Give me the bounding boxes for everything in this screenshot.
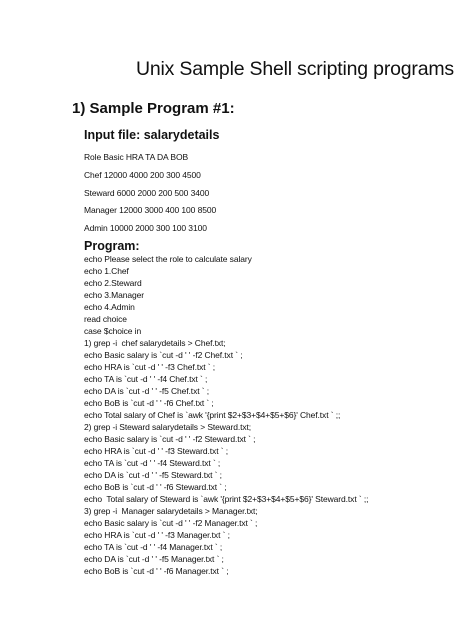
code-line: echo Total salary of Chef is `awk '{print $2+$3+$4+$5+$6}' Chef.txt ` ;; bbox=[84, 410, 341, 420]
code-line: echo TA is `cut -d ' ' -f4 Manager.txt ` ; bbox=[84, 542, 223, 552]
input-file-line: Role Basic HRA TA DA BOB bbox=[84, 152, 189, 162]
code-line: case $choice in bbox=[84, 326, 142, 336]
code-line: echo TA is `cut -d ' ' -f4 Chef.txt ` ; bbox=[84, 374, 208, 384]
input-file-heading: Input file: salarydetails bbox=[84, 128, 220, 142]
program-code bbox=[84, 253, 368, 577]
code-line: echo BoB is `cut -d ' ' -f6 Chef.txt ` ; bbox=[84, 398, 214, 408]
section-heading: 1) Sample Program #1: bbox=[72, 100, 235, 117]
code-line: 2) grep -i Steward salarydetails > Steward.txt; bbox=[84, 422, 252, 432]
input-file-line: Admin 10000 2000 300 100 3100 bbox=[84, 223, 207, 233]
input-file-line: Manager 12000 3000 400 100 8500 bbox=[84, 205, 217, 215]
code-line: echo HRA is `cut -d ' ' -f3 Steward.txt ` ; bbox=[84, 446, 228, 456]
code-line: echo 2.Steward bbox=[84, 278, 142, 288]
code-line: echo DA is `cut -d ' ' -f5 Manager.txt ` ; bbox=[84, 554, 224, 564]
code-line: echo BoB is `cut -d ' ' -f6 Manager.txt ` ; bbox=[84, 566, 229, 576]
code-line: echo Basic salary is `cut -d ' ' -f2 Manager.txt ` ; bbox=[84, 518, 258, 528]
document-title: Unix Sample Shell scripting programs bbox=[136, 58, 454, 80]
code-line: echo Please select the role to calculate salary bbox=[84, 254, 252, 264]
code-line: echo 4.Admin bbox=[84, 302, 135, 312]
code-line: 3) grep -i Manager salarydetails > Manager.txt; bbox=[84, 506, 258, 516]
code-line: echo DA is `cut -d ' ' -f5 Chef.txt ` ; bbox=[84, 386, 209, 396]
input-file-line: Steward 6000 2000 200 500 3400 bbox=[84, 188, 210, 198]
code-line: echo Total salary of Steward is `awk '{print $2+$3+$4+$5+$6}' Steward.txt ` ;; bbox=[84, 494, 369, 504]
code-line: echo HRA is `cut -d ' ' -f3 Manager.txt ` ; bbox=[84, 530, 230, 540]
code-line: echo 1.Chef bbox=[84, 266, 129, 276]
code-line: echo Basic salary is `cut -d ' ' -f2 Chef.txt ` ; bbox=[84, 350, 243, 360]
code-line: echo TA is `cut -d ' ' -f4 Steward.txt ` ; bbox=[84, 458, 221, 468]
code-line: echo BoB is `cut -d ' ' -f6 Steward.txt ` ; bbox=[84, 482, 227, 492]
program-heading: Program: bbox=[84, 239, 140, 253]
code-line: echo HRA is `cut -d ' ' -f3 Chef.txt ` ; bbox=[84, 362, 216, 372]
code-line: echo 3.Manager bbox=[84, 290, 145, 300]
input-file-line: Chef 12000 4000 200 300 4500 bbox=[84, 170, 201, 180]
code-line: 1) grep -i chef salarydetails > Chef.txt; bbox=[84, 338, 226, 348]
code-line: read choice bbox=[84, 314, 127, 324]
code-line: echo Basic salary is `cut -d ' ' -f2 Steward.txt ` ; bbox=[84, 434, 256, 444]
code-line: echo DA is `cut -d ' ' -f5 Steward.txt ` ; bbox=[84, 470, 222, 480]
